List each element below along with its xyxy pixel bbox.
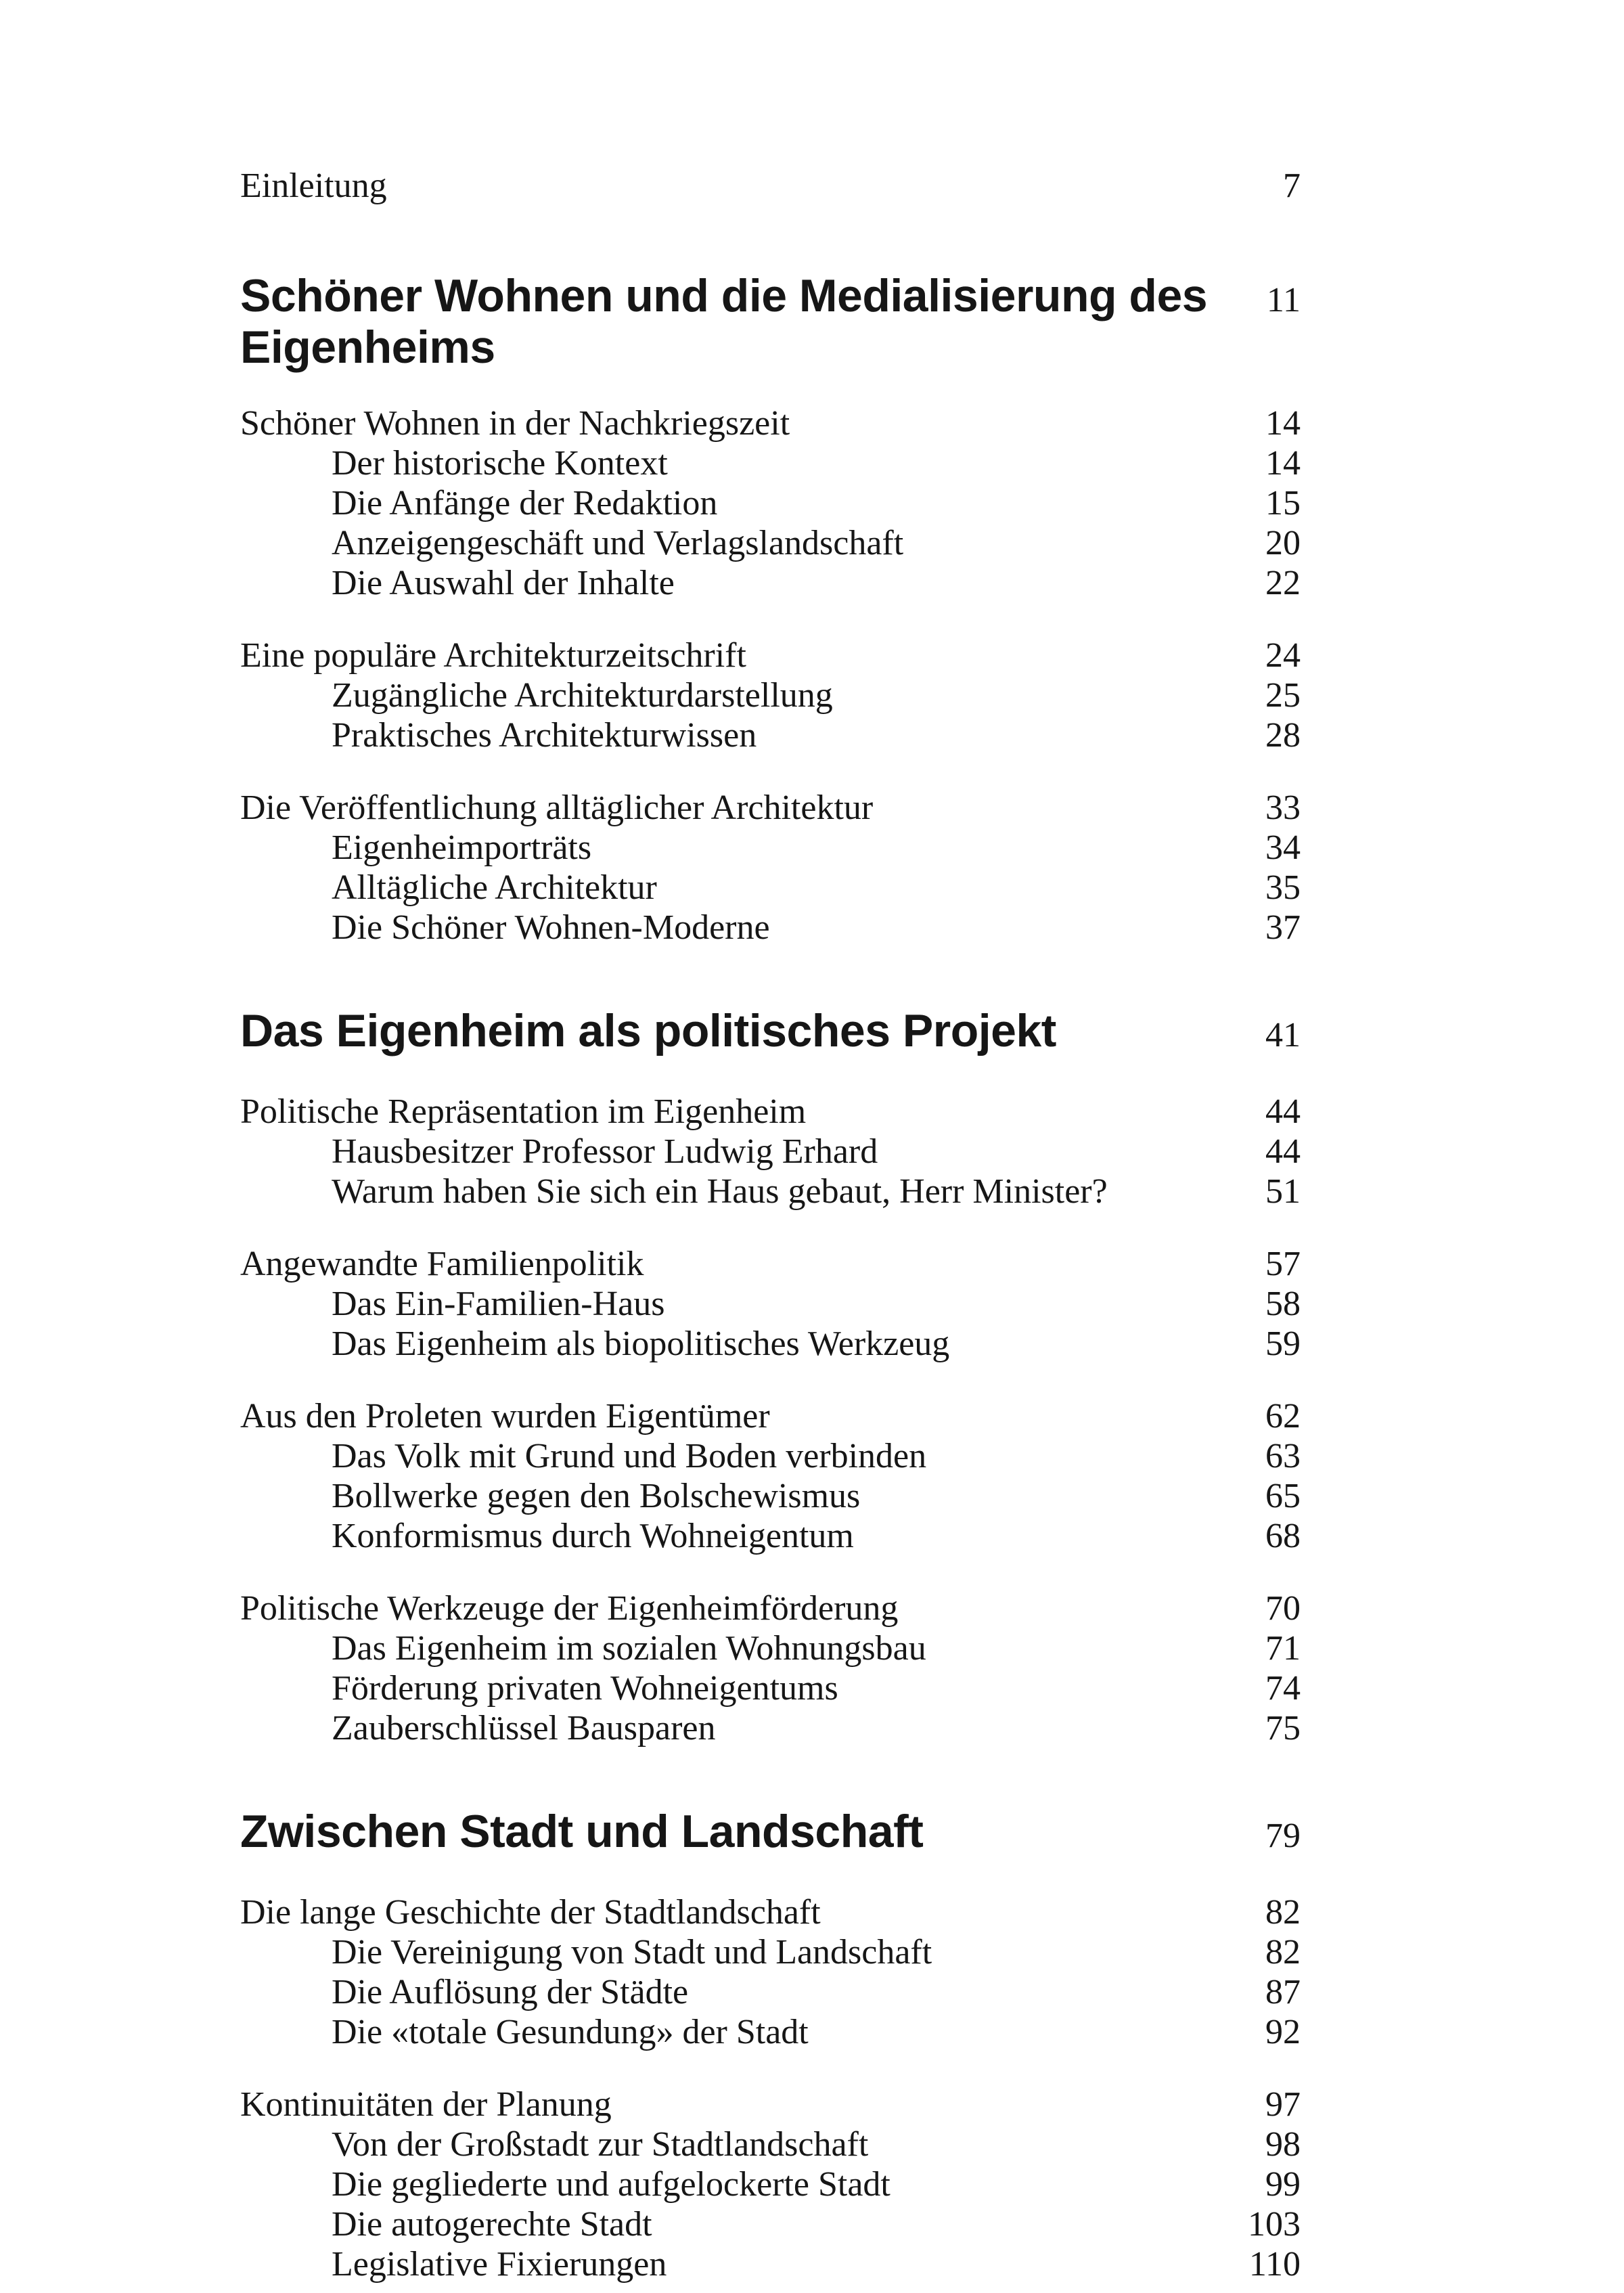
toc-entry (240, 1476, 1301, 1516)
entry-label: Politische Werkzeuge der Eigenheimförderung (240, 1589, 899, 1628)
toc-entry (240, 715, 1301, 755)
section-heading-row (240, 1005, 1301, 1061)
entry-label: Eigenheimporträts (332, 828, 592, 867)
entry-page-number: 44 (1265, 1092, 1301, 1131)
toc-group (240, 1244, 1301, 1364)
toc-entry (240, 2164, 1301, 2204)
entry-page-number: 82 (1265, 1933, 1301, 1972)
entry-page-number: 58 (1265, 1285, 1301, 1323)
entry-page-number: 82 (1265, 1893, 1301, 1932)
entry-label: Zauberschlüssel Bausparen (332, 1709, 716, 1747)
toc-entry (240, 908, 1301, 948)
entry-label: Das Eigenheim als biopolitisches Werkzeug (332, 1324, 950, 1363)
entry-label: Schöner Wohnen in der Nachkriegszeit (240, 404, 790, 443)
entry-label: Politische Repräsentation im Eigenheim (240, 1092, 807, 1131)
toc-entry (240, 1436, 1301, 1476)
entry-label: Kontinuitäten der Planung (240, 2085, 612, 2124)
toc-group (240, 1892, 1301, 2052)
entry-label: Die Auswahl der Inhalte (332, 564, 675, 602)
toc-entry (240, 675, 1301, 715)
entry-page-number: 20 (1265, 524, 1301, 562)
toc-entry (240, 2244, 1301, 2284)
toc-entry (240, 1932, 1301, 1972)
entry-page-number: 35 (1265, 868, 1301, 907)
entry-label: Der historische Kontext (332, 444, 668, 483)
section-page-number: 79 (1265, 1817, 1301, 1855)
toc-entry (240, 1396, 1301, 1436)
entry-label: Von der Großstadt zur Stadtlandschaft (332, 2125, 869, 2164)
entry-label: Das Ein-Familien-Haus (332, 1285, 665, 1323)
entry-label: Die autogerechte Stadt (332, 2205, 652, 2244)
entry-page-number: 75 (1265, 1709, 1301, 1747)
toc-entry (240, 2124, 1301, 2164)
entry-label: Alltägliche Architektur (332, 868, 657, 907)
toc-group (240, 1588, 1301, 1748)
entry-page-number: 74 (1265, 1669, 1301, 1708)
entry-label: Anzeigengeschäft und Verlagslandschaft (332, 524, 904, 562)
entry-label: Die lange Geschichte der Stadtlandschaft (240, 1893, 821, 1932)
entry-page-number: 63 (1265, 1437, 1301, 1475)
entry-page-number: 98 (1265, 2125, 1301, 2164)
entry-page-number: 33 (1265, 788, 1301, 827)
toc-entry (240, 1972, 1301, 2012)
entry-label: Die gegliederte und aufgelockerte Stadt (332, 2165, 890, 2204)
toc-entry (240, 1132, 1301, 1172)
entry-page-number: 103 (1248, 2205, 1301, 2244)
toc-entry (240, 1172, 1301, 1211)
entry-label: Die «totale Gesundung» der Stadt (332, 2013, 809, 2051)
table-of-contents (240, 166, 1301, 2284)
entry-label: Die Veröffentlichung alltäglicher Architektur (240, 788, 874, 827)
toc-entry (240, 1668, 1301, 1708)
entry-label: Die Schöner Wohnen-Moderne (332, 908, 770, 947)
entry-page-number: 7 (1283, 166, 1301, 205)
section-title: Zwischen Stadt und Landschaft (240, 1806, 924, 1857)
toc-group (240, 1396, 1301, 1556)
entry-page-number: 87 (1265, 1973, 1301, 2011)
section-page-number: 41 (1265, 1016, 1301, 1054)
section-page-number: 11 (1266, 281, 1301, 319)
entry-label: Angewandte Familienpolitik (240, 1245, 644, 1283)
toc-entry (240, 788, 1301, 828)
entry-label: Zugängliche Architekturdarstellung (332, 676, 833, 715)
entry-page-number: 24 (1265, 636, 1301, 675)
toc-section (240, 1806, 1301, 2284)
entry-label: Konformismus durch Wohneigentum (332, 1517, 854, 1555)
entry-page-number: 57 (1265, 1245, 1301, 1283)
toc-entry (240, 1284, 1301, 1324)
toc-entry (240, 523, 1301, 563)
toc-entry (240, 1244, 1301, 1284)
toc-entry (240, 1588, 1301, 1628)
toc-entry (240, 166, 1301, 206)
toc-entry (240, 2012, 1301, 2052)
section-title: Das Eigenheim als politisches Projekt (240, 1005, 1056, 1056)
entry-label: Praktisches Architekturwissen (332, 716, 757, 755)
entry-page-number: 44 (1265, 1132, 1301, 1171)
entry-label: Förderung privaten Wohneigentums (332, 1669, 838, 1708)
toc-entry (240, 1708, 1301, 1748)
toc-group (240, 1092, 1301, 1211)
entry-label: Das Eigenheim im sozialen Wohnungsbau (332, 1629, 926, 1668)
toc-entry (240, 868, 1301, 908)
entry-page-number: 70 (1265, 1589, 1301, 1628)
entry-label: Legislative Fixierungen (332, 2245, 667, 2284)
entry-label: Die Anfänge der Redaktion (332, 484, 718, 522)
section-title: Schöner Wohnen und die Medialisierung des Eigenheims (240, 270, 1208, 373)
toc-entry (240, 1092, 1301, 1132)
toc-entry (240, 2085, 1301, 2124)
toc-section (240, 1005, 1301, 1748)
entry-page-number: 28 (1265, 716, 1301, 755)
toc-entry (240, 403, 1301, 443)
entry-page-number: 68 (1265, 1517, 1301, 1555)
entry-page-number: 14 (1265, 444, 1301, 483)
entry-page-number: 15 (1265, 484, 1301, 522)
toc-entry (240, 1892, 1301, 1932)
entry-page-number: 71 (1265, 1629, 1301, 1668)
entry-page-number: 65 (1265, 1477, 1301, 1515)
entry-label: Aus den Proleten wurden Eigentümer (240, 1397, 770, 1435)
entry-page-number: 110 (1248, 2245, 1301, 2284)
entry-label: Einleitung (240, 166, 387, 205)
entry-label: Das Volk mit Grund und Boden verbinden (332, 1437, 927, 1475)
toc-group (240, 403, 1301, 603)
toc-entry (240, 483, 1301, 523)
entry-label: Warum haben Sie sich ein Haus gebaut, Herr Minister? (332, 1172, 1108, 1211)
toc-entry (240, 443, 1301, 483)
entry-label: Hausbesitzer Professor Ludwig Erhard (332, 1132, 878, 1171)
entry-page-number: 25 (1265, 676, 1301, 715)
entry-page-number: 51 (1265, 1172, 1301, 1211)
entry-page-number: 37 (1265, 908, 1301, 947)
toc-entry (240, 1516, 1301, 1556)
toc-group (240, 788, 1301, 948)
entry-page-number: 92 (1265, 2013, 1301, 2051)
entry-label: Bollwerke gegen den Bolschewismus (332, 1477, 861, 1515)
toc-group (240, 2085, 1301, 2284)
toc-group (240, 636, 1301, 755)
toc-entry (240, 636, 1301, 675)
entry-label: Eine populäre Architekturzeitschrift (240, 636, 746, 675)
section-heading-row (240, 1806, 1301, 1862)
toc-entry (240, 1324, 1301, 1364)
toc-section (240, 270, 1301, 948)
toc-entry (240, 563, 1301, 603)
entry-page-number: 14 (1265, 404, 1301, 443)
toc-entry (240, 1628, 1301, 1668)
entry-page-number: 62 (1265, 1397, 1301, 1435)
toc-entry (240, 828, 1301, 868)
toc-entry (240, 2204, 1301, 2244)
entry-page-number: 22 (1265, 564, 1301, 602)
entry-page-number: 97 (1265, 2085, 1301, 2124)
entry-label: Die Auflösung der Städte (332, 1973, 689, 2011)
entry-page-number: 59 (1265, 1324, 1301, 1363)
section-heading-row (240, 270, 1301, 373)
entry-label: Die Vereinigung von Stadt und Landschaft (332, 1933, 932, 1972)
entry-page-number: 34 (1265, 828, 1301, 867)
entry-page-number: 99 (1265, 2165, 1301, 2204)
